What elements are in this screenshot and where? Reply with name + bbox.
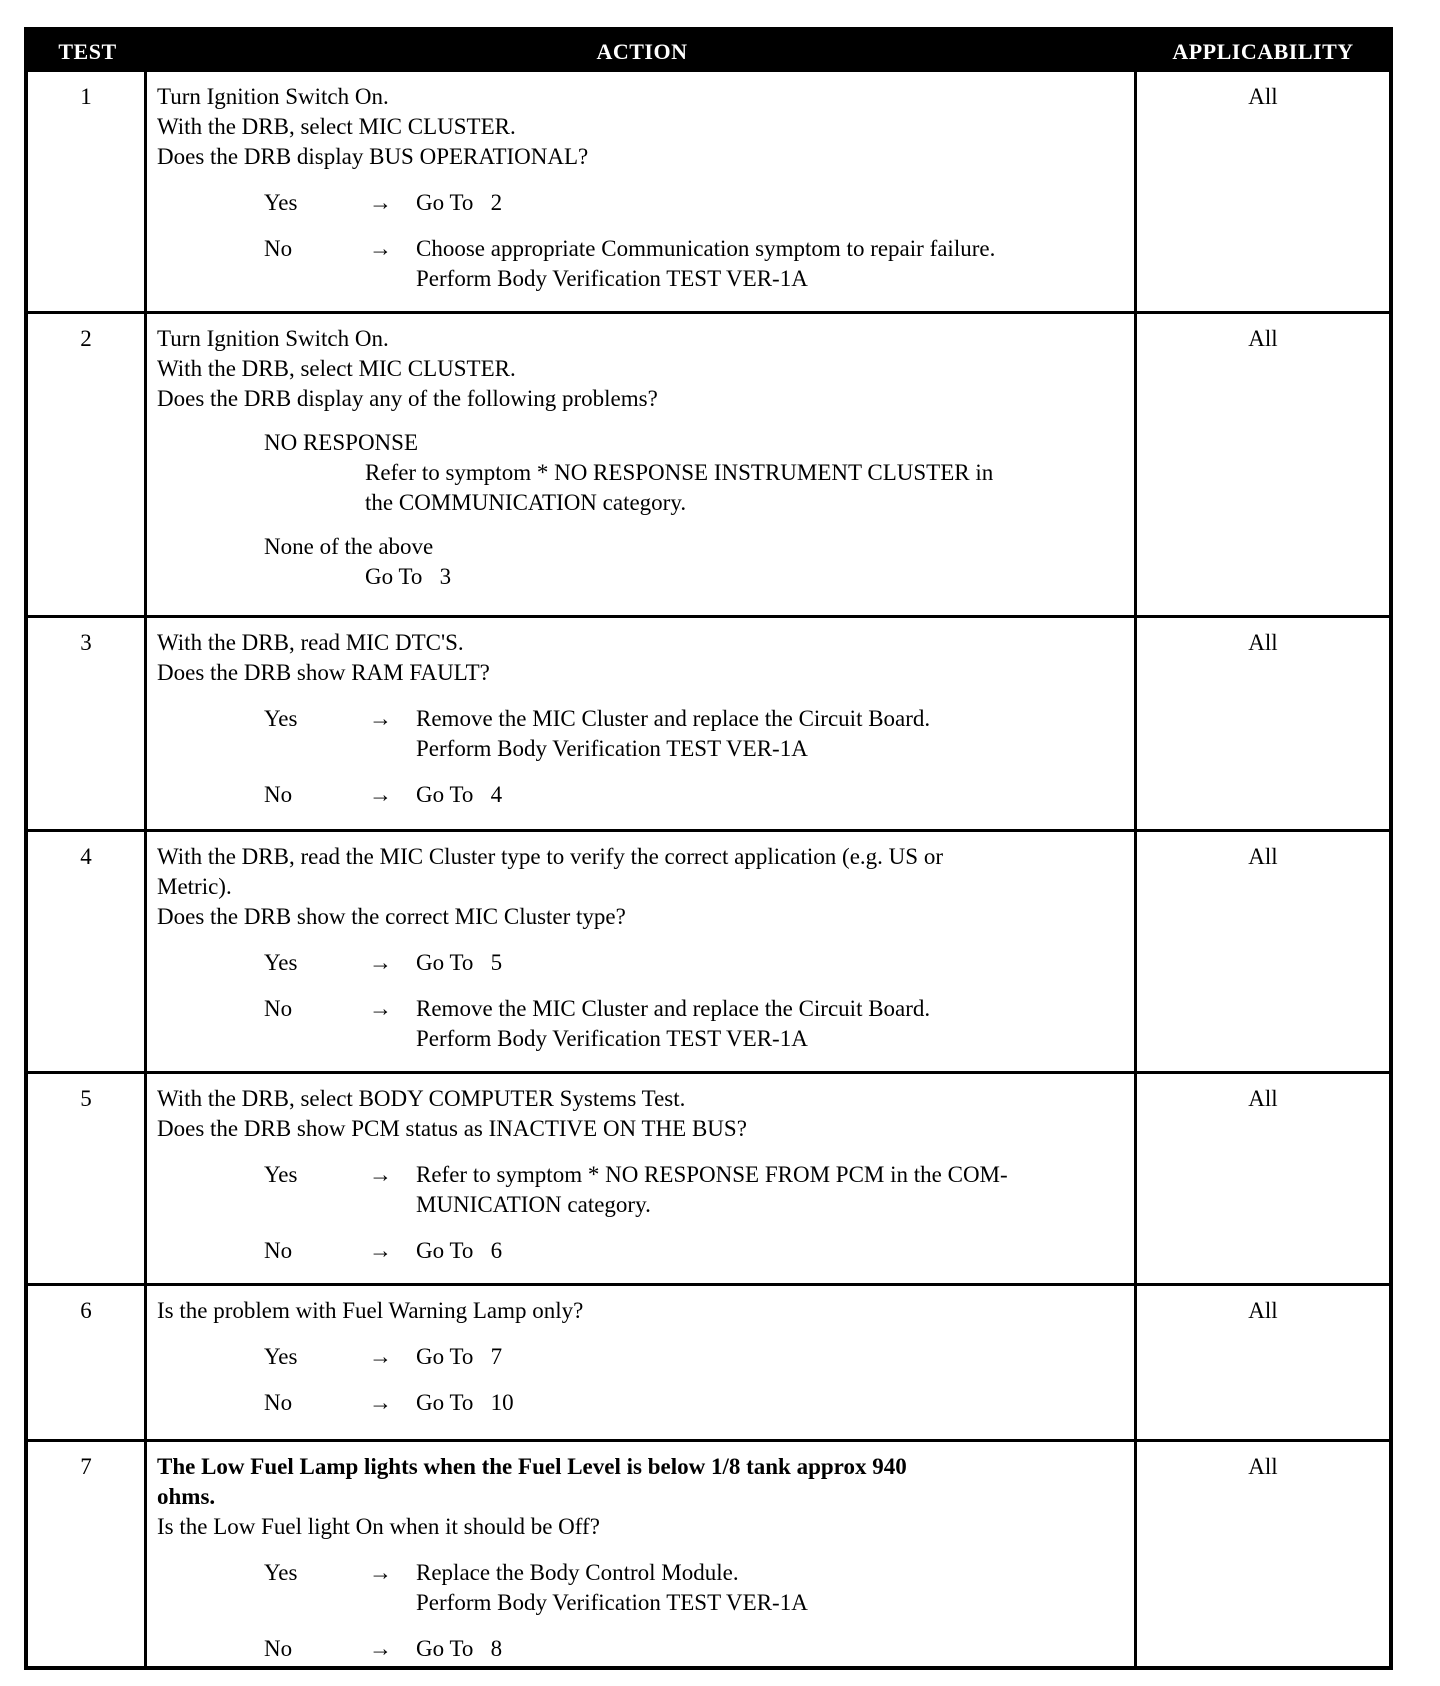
result-line: Perform Body Verification TEST VER-1A [416,736,808,761]
action-line: Is the Low Fuel light On when it should be Off? [157,1514,600,1539]
yes-answer [157,188,1128,218]
result-line: Replace the Body Control Module. [416,1560,739,1585]
table-row [28,829,1389,1071]
table-body [28,72,1389,1666]
action-line: Does the DRB show RAM FAULT? [157,660,490,685]
test-number: 7 [28,1442,147,1666]
action-cell [147,618,1137,829]
result-line: Refer to symptom * NO RESPONSE FROM PCM in the COM- [416,1162,1008,1187]
arrow-icon: → [369,782,392,807]
action-cell [147,832,1137,1071]
arrow-icon: → [369,1162,392,1187]
no-label: No [264,1636,293,1661]
option-detail: the COMMUNICATION category. [365,490,687,515]
result-line: Go To 2 [416,190,503,215]
test-number: 3 [28,618,147,829]
yes-result [416,1558,1128,1618]
yes-label: Yes [264,706,298,731]
no-result [416,1634,1128,1664]
action-line: Does the DRB display BUS OPERATIONAL? [157,144,589,169]
result-line: Perform Body Verification TEST VER-1A [416,1590,808,1615]
no-answer [157,1634,1128,1664]
problem-option [157,532,1128,592]
option-detail: Go To 3 [365,564,452,589]
yes-result [416,188,1128,218]
option-detail: Refer to symptom * NO RESPONSE INSTRUMENT CLUSTER in [365,460,994,485]
no-label: No [264,996,293,1021]
action-line: With the DRB, read the MIC Cluster type to verify the correct application (e.g. US or [157,844,943,869]
table-header [28,31,1389,72]
result-line: Perform Body Verification TEST VER-1A [416,1026,808,1051]
action-line: Does the DRB show the correct MIC Cluster type? [157,904,626,929]
action-line: Does the DRB show PCM status as INACTIVE ON THE BUS? [157,1116,747,1141]
no-label: No [264,236,293,261]
yes-label: Yes [264,190,298,215]
table-row [28,1071,1389,1283]
table-row [28,311,1389,615]
action-line: Turn Ignition Switch On. [157,326,389,351]
yes-label: Yes [264,950,298,975]
action-cell [147,72,1137,311]
yes-result [416,1342,1128,1372]
no-result [416,234,1128,294]
action-line: Turn Ignition Switch On. [157,84,389,109]
no-label: No [264,782,293,807]
yes-answer [157,704,1128,764]
result-line: Remove the MIC Cluster and replace the Circuit Board. [416,996,931,1021]
action-note-bold: The Low Fuel Lamp lights when the Fuel Level is below 1/8 tank approx 940 [157,1454,907,1479]
applicability: All [1248,84,1278,109]
result-line: Go To 4 [416,782,503,807]
header-applicability: APPLICABILITY [1172,38,1354,64]
arrow-icon: → [369,1560,392,1585]
no-result [416,994,1128,1054]
action-note-bold: ohms. [157,1484,216,1509]
no-result [416,1236,1128,1266]
option-label: NO RESPONSE [264,430,419,455]
arrow-icon: → [369,236,392,261]
yes-result [416,704,1128,764]
test-number: 4 [28,832,147,1071]
yes-answer [157,948,1128,978]
action-line: With the DRB, read MIC DTC'S. [157,630,464,655]
yes-label: Yes [264,1560,298,1585]
no-label: No [264,1390,293,1415]
applicability: All [1248,630,1278,655]
applicability: All [1248,1454,1278,1479]
no-answer [157,994,1128,1054]
yes-label: Yes [264,1344,298,1369]
problem-option [157,428,1128,518]
header-test: TEST [58,38,117,64]
yes-answer [157,1558,1128,1618]
result-line: Go To 6 [416,1238,503,1263]
no-label: No [264,1238,293,1263]
action-cell [147,1286,1137,1439]
diagnostic-test-table [24,27,1393,1670]
no-answer [157,1236,1128,1266]
applicability: All [1248,1298,1278,1323]
result-line: Remove the MIC Cluster and replace the Circuit Board. [416,706,931,731]
result-line: Go To 7 [416,1344,503,1369]
yes-answer [157,1160,1128,1220]
table-row [28,1283,1389,1439]
test-number: 2 [28,314,147,615]
action-line: Metric). [157,874,232,899]
no-result [416,1388,1128,1418]
result-line: Perform Body Verification TEST VER-1A [416,266,808,291]
action-cell [147,1442,1137,1666]
header-action: ACTION [596,38,688,64]
table-row [28,615,1389,829]
test-number: 6 [28,1286,147,1439]
result-line: Go To 5 [416,950,503,975]
no-answer [157,234,1128,294]
table-row [28,1439,1389,1666]
action-line: With the DRB, select MIC CLUSTER. [157,356,516,381]
yes-result [416,948,1128,978]
result-line: Go To 8 [416,1636,503,1661]
arrow-icon: → [369,1390,392,1415]
option-label: None of the above [264,534,434,559]
test-number: 5 [28,1074,147,1283]
result-line: Go To 10 [416,1390,514,1415]
table-row [28,72,1389,311]
result-line: Choose appropriate Communication symptom to repair failure. [416,236,996,261]
action-line: With the DRB, select MIC CLUSTER. [157,114,516,139]
action-line: With the DRB, select BODY COMPUTER Systems Test. [157,1086,686,1111]
arrow-icon: → [369,1238,392,1263]
yes-result [416,1160,1128,1220]
result-line: MUNICATION category. [416,1192,651,1217]
applicability: All [1248,326,1278,351]
action-cell [147,1074,1137,1283]
yes-label: Yes [264,1162,298,1187]
arrow-icon: → [369,950,392,975]
yes-answer [157,1342,1128,1372]
arrow-icon: → [369,996,392,1021]
no-answer [157,1388,1128,1418]
test-number: 1 [28,72,147,311]
applicability: All [1248,844,1278,869]
arrow-icon: → [369,190,392,215]
applicability: All [1248,1086,1278,1111]
action-line: Is the problem with Fuel Warning Lamp only? [157,1298,584,1323]
no-result [416,780,1128,810]
arrow-icon: → [369,706,392,731]
arrow-icon: → [369,1636,392,1661]
action-cell [147,314,1137,615]
arrow-icon: → [369,1344,392,1369]
action-line: Does the DRB display any of the following problems? [157,386,658,411]
no-answer [157,780,1128,810]
